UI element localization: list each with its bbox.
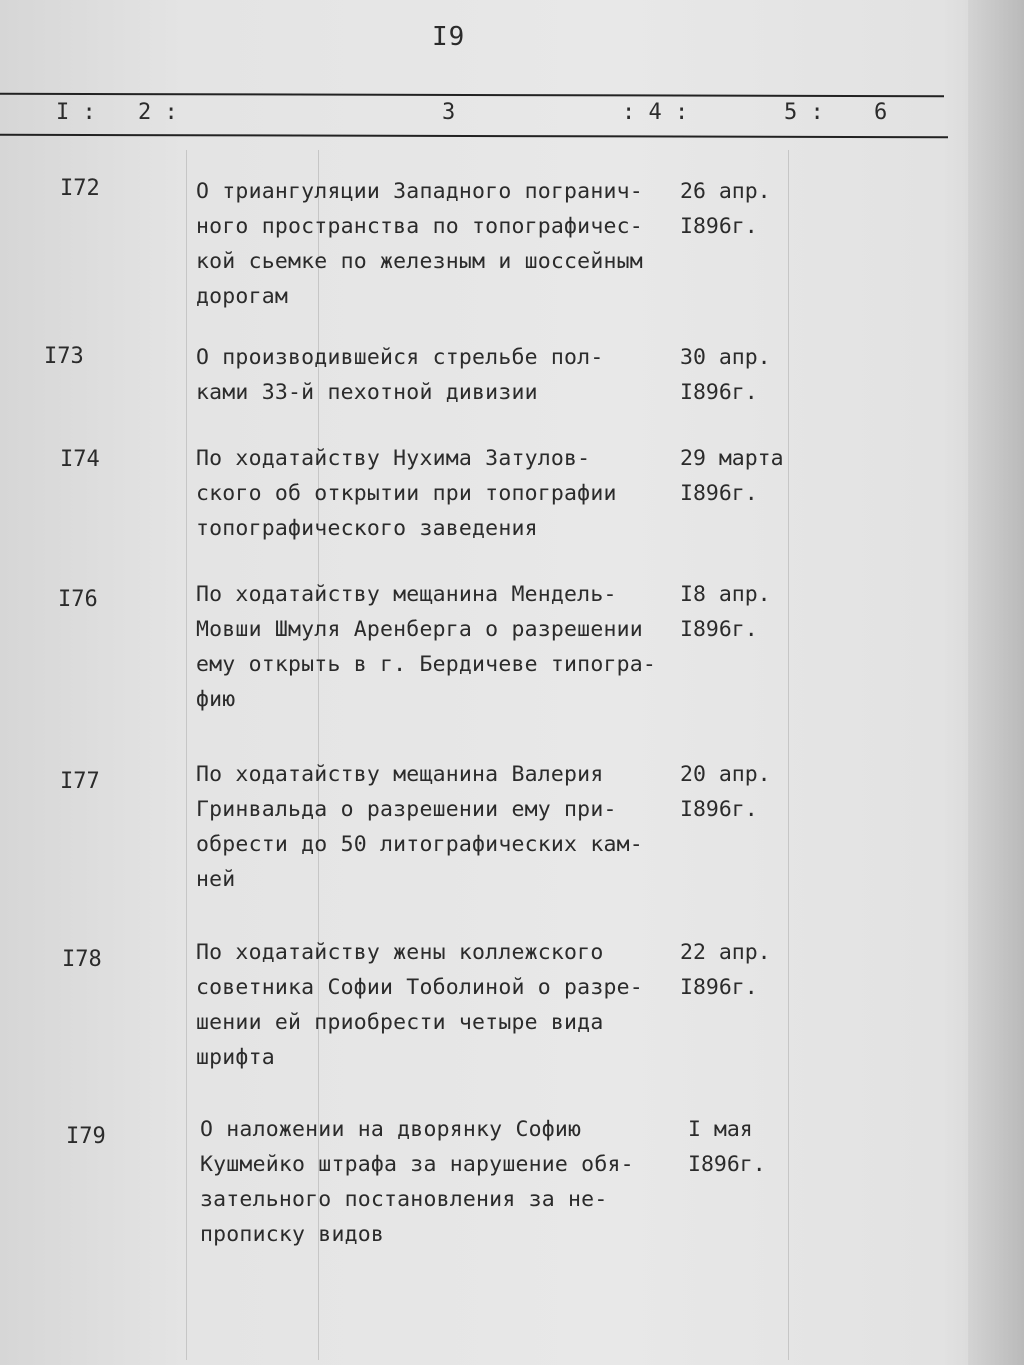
page-number: I9 (432, 22, 466, 52)
entry-title: О наложении на дворянку Софию Кушмейко штрафа за нарушение обя- зательного постановления за не- прописку видов (200, 1117, 634, 1247)
column-header-row (0, 100, 1024, 132)
entry-title: По ходатайству Нухима Затулов- ского об открытии при топографии топографического заведения (196, 446, 617, 541)
header-col-5: 5 : (784, 100, 824, 125)
entry-title: О триангуляции Западного погранич- ного пространства по топографичес- кой сьемке по железным и шоссейным дорогам (196, 179, 643, 309)
entry-date: 30 апр. I896г. (680, 345, 771, 405)
entry-date: I мая I896г. (688, 1117, 766, 1177)
entry-number: I76 (58, 587, 98, 612)
entry-number: I77 (60, 769, 100, 794)
entry-date: 26 апр. I896г. (680, 179, 771, 239)
header-col-2: 2 : (138, 100, 178, 125)
header-col-4: : 4 : (622, 100, 689, 125)
header-rule-bottom (0, 134, 948, 138)
header-col-6: 6 (874, 100, 888, 125)
column-line-left (186, 150, 187, 1360)
page-edge-shadow (968, 0, 1024, 1365)
header-col-1: I : (56, 100, 96, 125)
entry-number: I73 (44, 344, 84, 369)
entry-date: 20 апр. I896г. (680, 762, 771, 822)
entry-number: I74 (60, 447, 100, 472)
header-col-3: 3 (442, 100, 456, 125)
entry-title: По ходатайству мещанина Мендель- Мовши Шмуля Аренберга о разрешении ему открыть в г. Бердичеве типогра- фию (196, 582, 657, 712)
entry-date: 29 марта I896г. (680, 446, 784, 506)
entry-title: По ходатайству мещанина Валерия Гринвальда о разрешении ему при- обрести до 50 литографических кам- ней (196, 762, 643, 892)
entry-date: I8 апр. I896г. (680, 582, 771, 642)
entry-date: 22 апр. I896г. (680, 940, 771, 1000)
header-rule-top (0, 93, 944, 97)
entry-number: I79 (66, 1124, 106, 1149)
entry-title: По ходатайству жены коллежского советника Софии Тоболиной о разре- шении ей приобрести четыре вида шрифта (196, 940, 643, 1070)
entry-number: I72 (60, 176, 100, 201)
entry-number: I78 (62, 947, 102, 972)
entry-title: О производившейся стрельбе пол- ками 33-й пехотной дивизии (196, 345, 604, 405)
